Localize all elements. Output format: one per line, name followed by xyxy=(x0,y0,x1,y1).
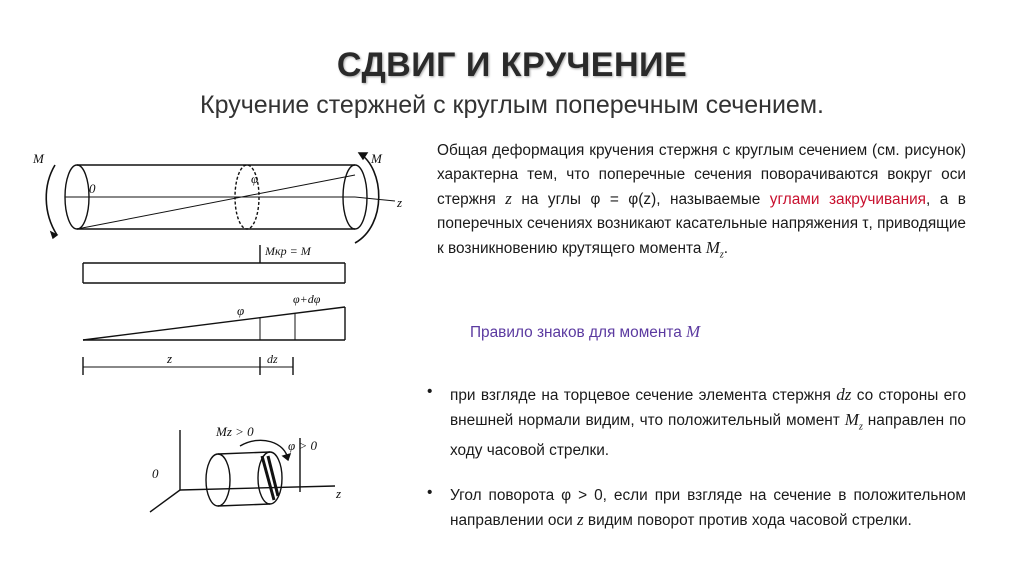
bullet-marker-2: • xyxy=(427,484,433,501)
phi-positive-label: φ > 0 xyxy=(288,438,317,453)
bullet-1-part-3: направлен по ходу часовой стрелки. xyxy=(450,412,966,460)
page-subtitle: Кручение стержней с круглым поперечным сечением. xyxy=(200,91,824,119)
bullet-marker-1: • xyxy=(427,383,433,400)
phi-equation: φ = φ(z), xyxy=(590,191,661,208)
intro-paragraph xyxy=(437,139,966,267)
twist-angle-term: углами закручивания xyxy=(769,191,926,208)
mz-symbol: $M_z$ xyxy=(705,238,724,261)
phi-label: φ xyxy=(251,171,259,186)
bullet-2-text xyxy=(450,484,966,533)
rod-torsion-figure xyxy=(25,135,415,385)
sign-rule-label: Правило знаков для момента xyxy=(470,324,682,341)
bullet-2-part-2: видим поворот против хода часовой стрелки. xyxy=(587,512,912,529)
mz-symbol-2: $M_z$ xyxy=(844,410,863,433)
origin-label-2: 0 xyxy=(152,466,159,481)
z-axis-label: z xyxy=(397,195,403,210)
z-symbol: z xyxy=(505,189,512,208)
element-sign-figure xyxy=(140,420,360,530)
intro-period: . xyxy=(723,240,729,257)
z-axis-label-2: z xyxy=(336,486,342,501)
dz-symbol: dz xyxy=(836,385,852,404)
torque-label: Mкр = M xyxy=(265,244,311,258)
dz-dimension-label: dz xyxy=(267,352,278,366)
z-symbol-2: z xyxy=(576,510,584,529)
moment-label-left: M xyxy=(33,151,44,166)
bullet-1-text xyxy=(450,383,966,463)
bullet-1-part-1: при взгляде на торцевое сечение элемента стержня xyxy=(450,387,831,404)
bullet-1-part-2: со стороны его внешней нормали видим, что положительный момент xyxy=(450,387,966,429)
sign-rule-heading xyxy=(470,322,700,342)
bullet-2-part-1: Угол поворота φ > 0, если при взгляде на сечение в положительном направлении оси xyxy=(450,487,966,529)
intro-text-1: Общая деформация кручения стержня с круглым сечением (см. рисунок) характерна тем, что поперечные сечения поворачиваются вокруг оси стержня xyxy=(437,142,966,208)
intro-text-4: , а в поперечных сечениях возникают касательные напряжения τ, приводящие к возникновению крутящего момента xyxy=(437,191,966,257)
intro-text-2: на углы xyxy=(521,191,581,208)
page-title: СДВИГ И КРУЧЕНИЕ xyxy=(336,46,688,84)
phi-dphi-label: φ+dφ xyxy=(293,292,321,306)
z-dimension-label: z xyxy=(167,351,173,366)
moment-label-right: M xyxy=(371,151,382,166)
origin-label: 0 xyxy=(89,181,96,196)
intro-text-3: называемые xyxy=(669,191,761,208)
moment-symbol: M xyxy=(686,322,701,341)
phi-diagram-label: φ xyxy=(237,303,245,318)
mz-positive-label: Mz > 0 xyxy=(216,424,254,439)
